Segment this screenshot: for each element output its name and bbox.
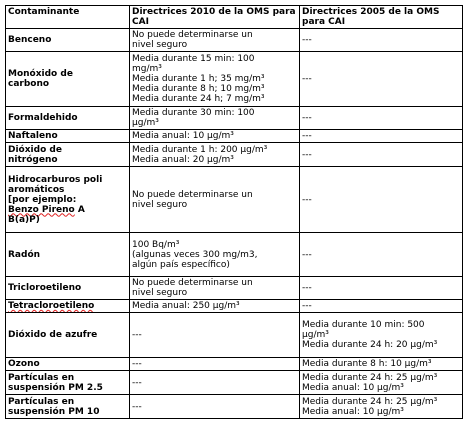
cell-line: (algunas veces 300 mg/m3, — [132, 249, 258, 260]
cell-line: mg/m³ — [132, 64, 162, 74]
cell-line: Hidrocarburos poli — [8, 174, 103, 185]
guideline-2005-cell — [300, 52, 463, 107]
cell-line: Media anual: 10 µg/m³ — [132, 131, 234, 141]
guideline-2010-cell — [130, 107, 300, 130]
cell-line: Media durante 8 h: 10 µg/m³ — [302, 359, 432, 369]
pollutant-name-cell — [6, 29, 130, 52]
cell-line: --- — [302, 283, 312, 293]
cell-line: nitrógeno — [8, 154, 58, 165]
cell-line: Media anual: 20 µg/m³ — [132, 154, 234, 165]
cell-line: Ozono — [8, 359, 40, 369]
cell-line: Media durante 30 min: 100 — [132, 108, 255, 118]
cell-line: --- — [302, 131, 312, 141]
cell-line: --- — [302, 35, 312, 45]
guideline-2005-cell — [300, 313, 463, 358]
table-row — [6, 130, 463, 143]
cell-line: --- — [302, 74, 312, 84]
cell-line: Formaldehido — [8, 113, 78, 123]
header-2005: Directrices 2005 de la OMS para CAI — [300, 6, 463, 29]
cell-line: nivel seguro — [132, 40, 188, 50]
cell-line: Media durante 15 min: 100 — [132, 54, 255, 64]
guideline-2005-cell — [300, 395, 463, 419]
cell-line: B(a)P) — [8, 214, 40, 225]
cell-line: Partículas en — [8, 372, 75, 383]
pollutant-name-cell — [6, 277, 130, 300]
spellcheck-underline: Benzo Pireno — [8, 204, 75, 215]
cell-line: Dióxido de azufre — [8, 330, 98, 340]
cell-line: Media anual: 10 µg/m³ — [302, 382, 404, 393]
cell-line: Media durante 1 h; 35 mg/m³ — [132, 74, 265, 84]
table-row — [6, 313, 463, 358]
guideline-2005-cell — [300, 143, 463, 167]
header-2010: Directrices 2010 de la OMS para CAI — [130, 6, 300, 29]
cell-line: Benceno — [8, 35, 52, 45]
cell-line: Monóxido de — [8, 69, 73, 79]
cell-line: suspensión PM 2.5 — [8, 382, 103, 393]
table-row — [6, 29, 463, 52]
cell-line: Media durante 1 h: 200 µg/m³ — [132, 144, 268, 155]
guideline-2010-cell — [130, 277, 300, 300]
cell-line: Media durante 8 h; 10 mg/m³ — [132, 84, 265, 94]
cell-line: Naftaleno — [8, 131, 58, 141]
cell-line: Media anual: 250 µg/m³ — [132, 301, 240, 311]
cell-line: Partículas en — [8, 396, 75, 407]
cell-line: Media durante 24 h: 20 µg/m³ — [302, 340, 438, 350]
cell-line: Radón — [8, 249, 41, 260]
guideline-2005-cell — [300, 358, 463, 371]
guideline-2005-cell — [300, 130, 463, 143]
cell-line: 100 Bq/m³ — [132, 239, 180, 250]
pollutant-name-cell — [6, 371, 130, 395]
table-row — [6, 143, 463, 167]
cell-line: Media durante 24 h: 25 µg/m³ — [302, 372, 438, 383]
cell-line: [por ejemplo: — [8, 194, 77, 205]
guideline-2005-cell — [300, 167, 463, 233]
pollutant-name-cell — [6, 143, 130, 167]
cell-line: nivel seguro — [132, 288, 188, 298]
guideline-2010-cell — [130, 130, 300, 143]
cell-line: No puede determinarse un — [132, 189, 253, 200]
cell-line: --- — [302, 249, 312, 260]
guideline-2010-cell — [130, 395, 300, 419]
cell-line: --- — [132, 359, 142, 369]
pollutant-name-cell — [6, 107, 130, 130]
guideline-2010-cell — [130, 143, 300, 167]
pollutant-name-cell — [6, 233, 130, 277]
cell-line: nivel seguro — [132, 199, 188, 210]
table-row — [6, 277, 463, 300]
pollutant-name-cell — [6, 300, 130, 313]
guidelines-table — [5, 5, 463, 419]
cell-line: --- — [132, 401, 142, 412]
cell-line: Benzo Pireno A — [8, 204, 85, 215]
cell-line: carbono — [8, 79, 50, 89]
pollutant-name-cell — [6, 167, 130, 233]
table-row — [6, 371, 463, 395]
cell-line: --- — [302, 149, 312, 160]
guideline-2010-cell — [130, 371, 300, 395]
pollutant-name-cell — [6, 52, 130, 107]
guideline-2010-cell — [130, 358, 300, 371]
cell-line: Media durante 24 h; 7 mg/m³ — [132, 94, 265, 104]
guideline-2005-cell — [300, 300, 463, 313]
guideline-2010-cell — [130, 52, 300, 107]
table-row — [6, 107, 463, 130]
cell-line — [8, 301, 127, 311]
cell-line: aromáticos — [8, 184, 65, 195]
cell-line: Media durante 10 min: 500 — [302, 320, 425, 330]
guideline-2010-cell — [130, 313, 300, 358]
cell-line: --- — [302, 113, 312, 123]
cell-line: Media anual: 10 µg/m³ — [302, 406, 404, 417]
cell-line: µg/m³ — [132, 118, 159, 128]
cell-line: No puede determinarse un — [132, 30, 253, 40]
table-row — [6, 300, 463, 313]
guideline-2005-cell — [300, 233, 463, 277]
pollutant-name-cell — [6, 130, 130, 143]
guideline-2010-cell — [130, 167, 300, 233]
guideline-2010-cell — [130, 233, 300, 277]
cell-line: suspensión PM 10 — [8, 406, 100, 417]
table-row — [6, 233, 463, 277]
cell-line: Dióxido de — [8, 144, 62, 155]
cell-line: No puede determinarse un — [132, 278, 253, 288]
guideline-2005-cell — [300, 277, 463, 300]
cell-line: --- — [132, 377, 142, 388]
pollutant-name-cell — [6, 395, 130, 419]
cell-line: algún país específico) — [132, 259, 230, 270]
table-header-row — [6, 6, 463, 29]
table-row — [6, 395, 463, 419]
cell-line: --- — [302, 194, 312, 205]
pollutant-name-cell — [6, 313, 130, 358]
guideline-2010-cell — [130, 300, 300, 313]
cell-line: --- — [132, 330, 142, 340]
cell-line: Media durante 24 h: 25 µg/m³ — [302, 396, 438, 407]
cell-line: Tricloroetileno — [8, 283, 82, 293]
table-row — [6, 358, 463, 371]
guideline-2005-cell — [300, 371, 463, 395]
table-row — [6, 52, 463, 107]
header-contaminante: Contaminante — [6, 6, 130, 29]
spellcheck-underline: Tetracloroetileno — [8, 301, 95, 311]
guideline-2005-cell — [300, 107, 463, 130]
guideline-2005-cell — [300, 29, 463, 52]
table-row — [6, 167, 463, 233]
guideline-2010-cell — [130, 29, 300, 52]
cell-line: --- — [302, 301, 312, 311]
pollutant-name-cell — [6, 358, 130, 371]
cell-line: µg/m³ — [302, 330, 329, 340]
